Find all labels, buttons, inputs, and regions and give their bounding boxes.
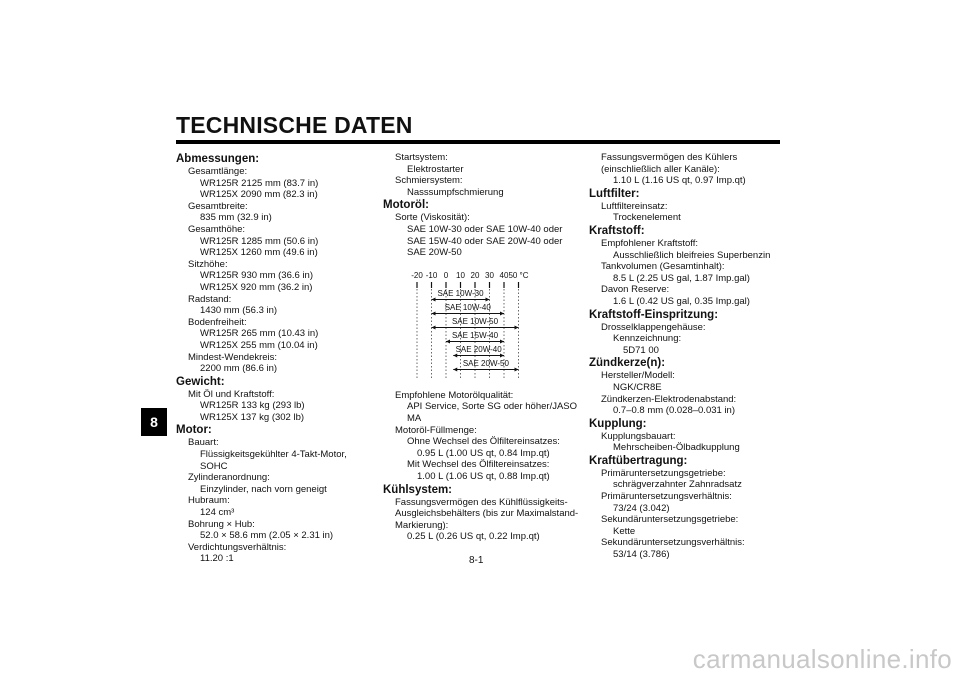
- spec-line: 11.20 :1: [200, 553, 234, 565]
- grade-arrow-left: [432, 297, 436, 301]
- spec-line: 52.0 × 58.6 mm (2.05 × 2.31 in): [200, 530, 334, 542]
- spec-line: 124 cm³: [200, 507, 235, 519]
- column-3: [589, 152, 789, 561]
- section-heading: Kupplung:: [589, 417, 647, 430]
- section-heading: Motor:: [176, 424, 212, 437]
- tick-label: 10: [456, 270, 465, 280]
- spec-line: Primäruntersetzungsgetriebe:: [601, 467, 726, 479]
- spec-line: Mindest-Wendekreis:: [188, 351, 278, 363]
- title-rule: [176, 140, 780, 144]
- spec-line: API Service, Sorte SG oder höher/JASO MA: [407, 401, 578, 424]
- spec-line: Luftfiltereinsatz:: [601, 200, 668, 212]
- spec-line: Verdichtungsverhältnis:: [188, 541, 287, 553]
- column-2-bottom: [383, 390, 579, 543]
- grade-arrow-right: [500, 311, 504, 315]
- grade-arrow-left: [432, 311, 436, 315]
- spec-line: 1.6 L (0.42 US gal, 0.35 Imp.gal): [613, 295, 750, 307]
- section-heading: Zündkerze(n):: [589, 357, 666, 370]
- spec-line: 53/14 (3.786): [613, 549, 670, 561]
- spec-line: Gesamtbreite:: [188, 200, 248, 212]
- tick-label: 50 °C: [508, 270, 529, 280]
- spec-line: Empfohlener Kraftstoff:: [601, 237, 698, 249]
- spec-line: Primäruntersetzungsverhältnis:: [601, 491, 732, 503]
- spec-line: Fassungsvermögen des Kühlflüssigkeits-Ausgleichsbehälters (bis zur Maximalstand-Markierung):: [395, 496, 579, 531]
- section-heading: Gewicht:: [176, 375, 225, 388]
- column-2-top: [383, 152, 579, 259]
- spec-line: Tankvolumen (Gesamtinhalt):: [601, 261, 725, 273]
- spec-line: schrägverzahnter Zahnradsatz: [613, 479, 742, 491]
- spec-line: WR125X 137 kg (302 lb): [200, 411, 305, 423]
- spec-line: WR125X 920 mm (36.2 in): [200, 281, 313, 293]
- spec-line: 0.7–0.8 mm (0.028–0.031 in): [613, 405, 735, 417]
- column-1: [176, 152, 376, 565]
- column-2: [383, 152, 579, 543]
- tick-label: 20: [470, 270, 480, 280]
- tick-label: -20: [411, 270, 423, 280]
- section-heading: Kühlsystem:: [383, 483, 453, 496]
- watermark: carmanualsonline.info: [692, 644, 952, 674]
- section-heading: Motoröl:: [383, 199, 429, 212]
- section-heading: Luftfilter:: [589, 187, 640, 200]
- spec-line: 0.95 L (1.00 US qt, 0.84 Imp.qt): [417, 447, 550, 459]
- grade-label: SAE 15W-40: [451, 330, 499, 340]
- spec-line: Motoröl-Füllmenge:: [395, 424, 477, 436]
- grade-arrow-right: [515, 325, 519, 329]
- spec-line: Radstand:: [188, 293, 232, 305]
- spec-line: Kupplungsbauart:: [601, 430, 676, 442]
- spec-line: Bodenfreiheit:: [188, 316, 247, 328]
- spec-line: Nasssumpfschmierung: [407, 186, 504, 198]
- section-heading: Kraftstoff:: [589, 224, 645, 237]
- spec-line: Sitzhöhe:: [188, 258, 228, 270]
- section-heading: Kraftübertragung:: [589, 454, 688, 467]
- spec-line: Drosselklappengehäuse:: [601, 321, 706, 333]
- spec-line: Elektrostarter: [407, 163, 464, 175]
- spec-line: Zylinderanordnung:: [188, 472, 270, 484]
- spec-line: 0.25 L (0.26 US qt, 0.22 Imp.qt): [407, 531, 540, 543]
- grade-label: SAE 20W-40: [455, 344, 502, 354]
- spec-line: Flüssigkeitsgekühlter 4-Takt-Motor, SOHC: [200, 449, 347, 472]
- spec-line: Sekundäruntersetzungsgetriebe:: [601, 514, 739, 526]
- tick-label: 0: [443, 270, 449, 280]
- spec-line: Bauart:: [188, 437, 219, 449]
- spec-line: Empfohlene Motorölqualität:: [395, 389, 514, 401]
- spec-line: Kennzeichnung:: [613, 333, 682, 345]
- grade-arrow-left: [432, 325, 436, 329]
- page-number: 8-1: [469, 555, 484, 566]
- spec-line: Hubraum:: [188, 495, 230, 507]
- section-heading: Abmessungen:: [176, 153, 260, 165]
- spec-line: Einzylinder, nach vorn geneigt: [200, 483, 327, 495]
- spec-line: Sorte (Viskosität):: [395, 212, 470, 224]
- spec-line: SAE 10W-30 oder SAE 10W-40 oder SAE 15W-40 oder SAE 20W-40 oder SAE 20W-50: [407, 223, 563, 259]
- chapter-tab: 8: [141, 408, 167, 436]
- section-heading: Kraftstoff-Einspritzung:: [589, 308, 719, 321]
- spec-line: Mehrscheiben-Ölbadkupplung: [613, 442, 740, 454]
- spec-line: Kette: [613, 525, 636, 537]
- spec-line: 835 mm (32.9 in): [200, 212, 272, 224]
- spec-line: WR125X 1260 mm (49.6 in): [200, 247, 318, 259]
- spec-line: 1.10 L (1.16 US qt, 0.97 Imp.qt): [613, 175, 746, 187]
- spec-line: Gesamtlänge:: [188, 166, 248, 177]
- spec-line: Davon Reserve:: [601, 284, 670, 296]
- tick-label: 30: [485, 270, 494, 280]
- spec-line: WR125R 2125 mm (83.7 in): [200, 177, 319, 189]
- spec-line: 1.00 L (1.06 US qt, 0.88 Imp.qt): [417, 470, 550, 482]
- spec-line: 5D71 00: [623, 344, 659, 356]
- grade-arrow-right: [515, 367, 519, 371]
- spec-line: Gesamthöhe:: [188, 223, 246, 235]
- spec-line: NGK/CR8E: [613, 381, 662, 393]
- grade-arrow-right: [486, 297, 490, 301]
- tick-label: -10: [425, 270, 438, 280]
- spec-line: WR125R 1285 mm (50.6 in): [200, 235, 319, 247]
- spec-line: WR125X 2090 mm (82.3 in): [200, 189, 318, 201]
- grade-arrow-left: [453, 353, 457, 357]
- grade-label: SAE 10W-30: [437, 288, 484, 298]
- spec-line: Mit Öl und Kraftstoff:: [188, 388, 275, 400]
- spec-line: 73/24 (3.042): [613, 502, 670, 514]
- spec-line: Mit Wechsel des Ölfiltereinsatzes:: [407, 459, 550, 471]
- grade-label: SAE 20W-50: [462, 358, 509, 368]
- viscosity-chart: [403, 269, 553, 384]
- page-title: TECHNISCHE DATEN: [176, 112, 413, 138]
- grade-label: SAE 10W-50: [451, 316, 499, 326]
- grade-arrow-right: [500, 353, 504, 357]
- grade-arrow-right: [500, 339, 504, 343]
- spec-line: Hersteller/Modell:: [601, 370, 675, 382]
- spec-line: Fassungsvermögen des Kühlers (einschließlich aller Kanäle):: [601, 152, 738, 175]
- spec-line: WR125X 255 mm (10.04 in): [200, 339, 318, 351]
- spec-line: Startsystem:: [395, 152, 448, 163]
- grade-label: SAE 10W-40: [444, 302, 491, 312]
- spec-line: Schmiersystem:: [395, 175, 463, 187]
- spec-line: 1430 mm (56.3 in): [200, 305, 278, 317]
- spec-line: 2200 mm (86.6 in): [200, 363, 278, 375]
- grade-arrow-left: [446, 339, 450, 343]
- grade-arrow-left: [453, 367, 457, 371]
- spec-line: WR125R 133 kg (293 lb): [200, 400, 305, 412]
- spec-line: Bohrung × Hub:: [188, 518, 255, 530]
- spec-line: WR125R 265 mm (10.43 in): [200, 328, 319, 340]
- spec-line: Sekundäruntersetzungsverhältnis:: [601, 537, 745, 549]
- spec-line: Ohne Wechsel des Ölfiltereinsatzes:: [407, 436, 560, 448]
- spec-line: Trockenelement: [613, 212, 681, 224]
- spec-line: Zündkerzen-Elektrodenabstand:: [601, 393, 737, 405]
- tick-label: 40: [499, 270, 509, 280]
- spec-line: Ausschließlich bleifreies Superbenzin: [613, 249, 771, 261]
- spec-line: 8.5 L (2.25 US gal, 1.87 Imp.gal): [613, 272, 750, 284]
- spec-line: WR125R 930 mm (36.6 in): [200, 270, 313, 282]
